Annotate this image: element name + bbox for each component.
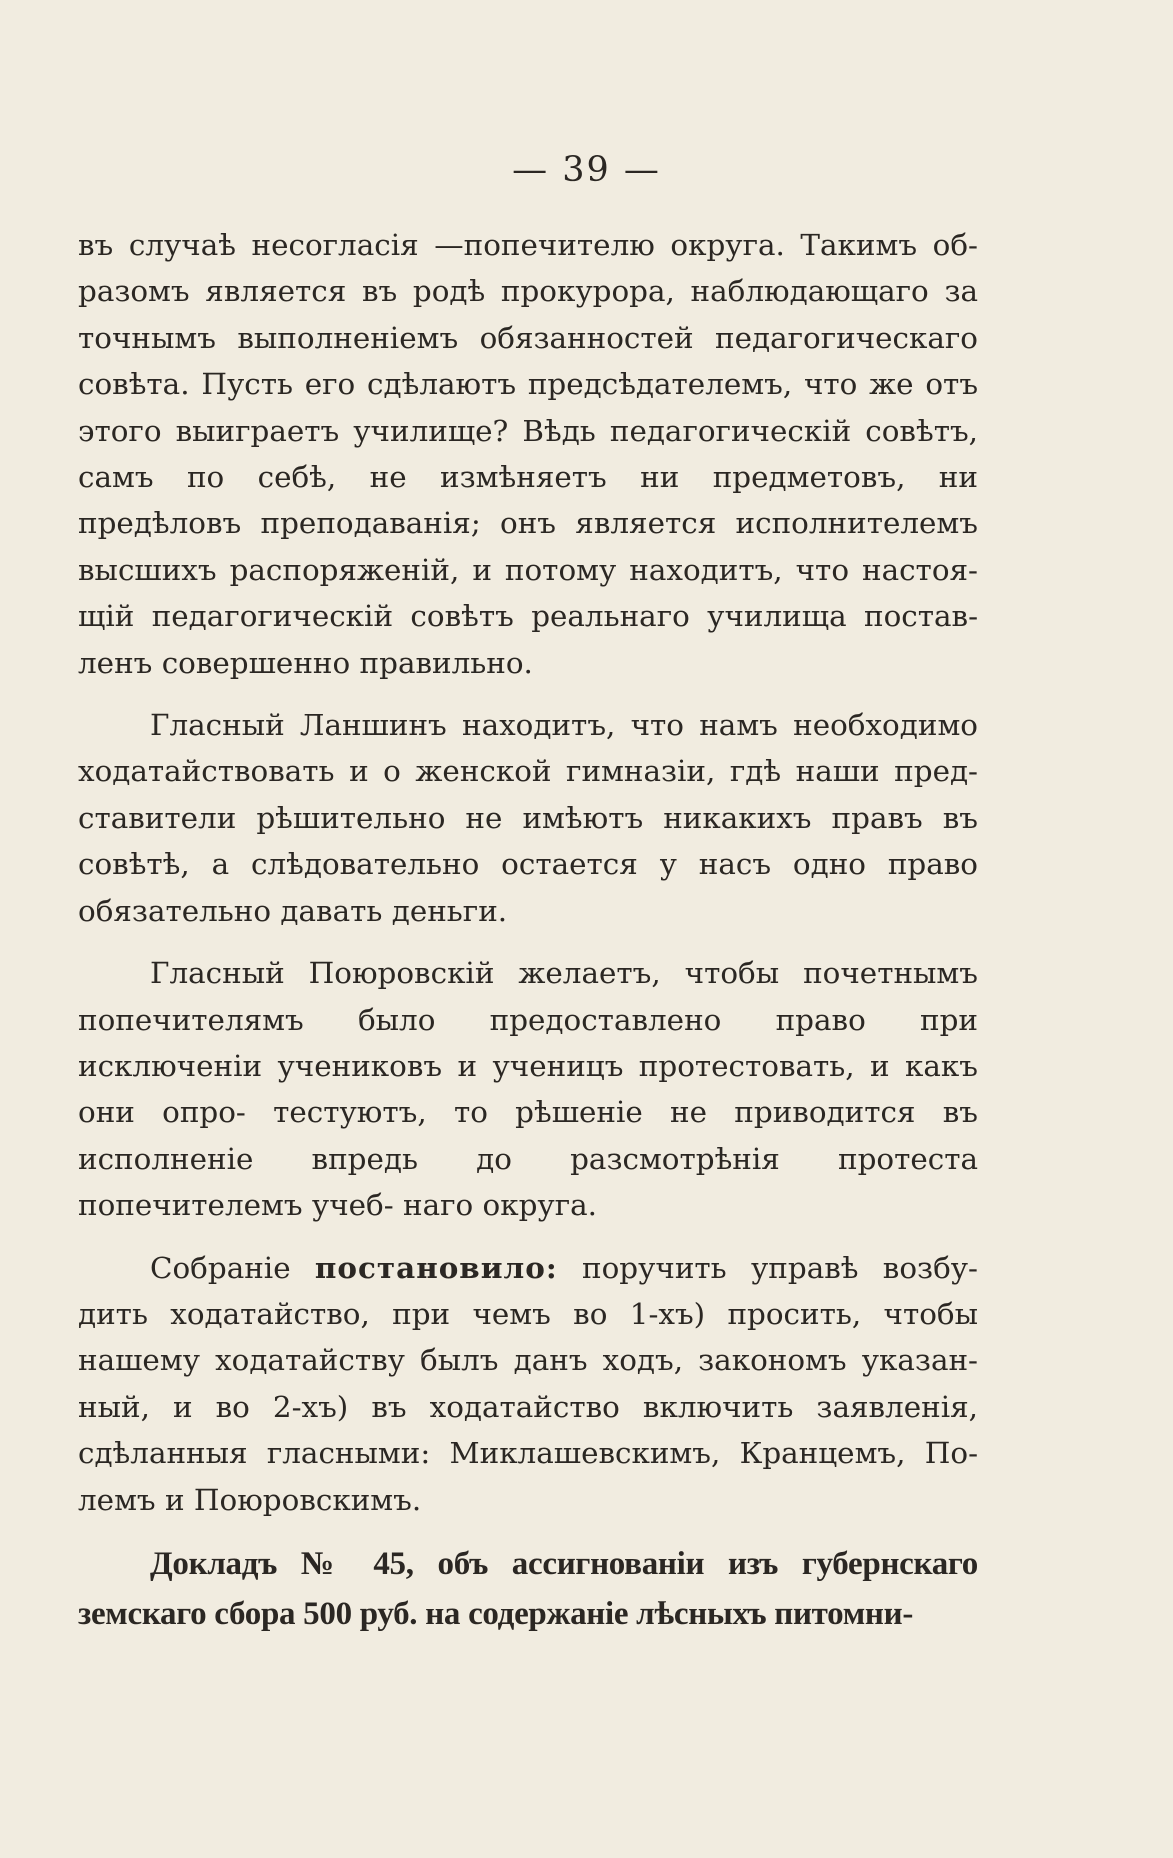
text-line: попечителямъ было предоставлено право при исключеніи [78,1002,978,1083]
text-line: наго округа. [403,1188,597,1223]
page-number: — 39 — [512,150,661,190]
text-line: ставители рѣшительно не имѣютъ никакихъ правъ въ [78,800,978,835]
text-line: въ случаѣ несогласія —попечителю округа. Такимъ об- [78,228,978,262]
text-line: сдѣланныя гласными: Миклашевскимъ, Кранцемъ, По- [78,1436,978,1471]
text-line: отъ этого выиграетъ училище? Вѣдь педагогическій [78,367,979,448]
text-line: ходатайствовать и о женской гимназіи, гдѣ наши пред- [78,754,978,789]
paragraph-3 [78,950,978,1228]
text-line: впредь до разсмотрѣнія протеста попечителемъ учеб- [78,1141,978,1223]
text-line: щій педагогическій совѣтъ реальнаго училища постав- [78,599,978,634]
text-line: ный, и во 2-хъ) въ ходатайство включить заявленія, [78,1389,978,1424]
paragraph-2 [78,702,978,934]
text-line: Докладъ № 45, объ ассигнованіи изъ губернскаго [150,1545,978,1582]
text-line: лемъ и Поюровскимъ. [78,1482,422,1517]
text-line: учениковъ и ученицъ протестовать, и какъ они опро- [78,1048,978,1130]
text-line: нашему ходатайству былъ данъ ходъ, закономъ указан- [78,1343,978,1378]
text-line: тестуютъ, то рѣшеніе не приводится въ исполненіе [78,1095,978,1176]
text-line: разомъ является въ родѣ прокурора, наблюдающаго за [78,274,978,309]
paragraph-4 [78,1245,978,1523]
text-line: Гласный Поюровскій желаетъ, чтобы почетнымъ [150,956,978,991]
text-line: совѣта. Пусть его сдѣлаютъ предсѣдателемъ, что же [78,367,914,402]
page-body [78,222,978,1639]
resolution-keyword: постановило: [314,1249,558,1285]
text-line: земскаго сбора 500 руб. на содержаніе лѣсныхъ питомни- [78,1595,914,1632]
text-line: дить ходатайство, при чемъ во 1-хъ) просить, чтобы [78,1296,978,1331]
text-line: Собраніе [150,1250,291,1285]
text-line: совѣтѣ, а слѣдовательно остается у насъ одно право [78,847,978,882]
text-line: совѣтъ, самъ по себѣ, не измѣняетъ ни предметовъ, ни [78,413,978,495]
report-heading [78,1539,978,1639]
text-line: обязательно давать деньги. [78,893,508,928]
paragraph-1 [78,222,978,686]
text-line: поручить управѣ возбу- [582,1250,978,1285]
text-line: высшихъ распоряженій, и потому находитъ, что настоя- [78,552,978,587]
text-line: Гласный Ланшинъ находитъ, что намъ необходимо [150,708,978,743]
text-line: предѣловъ преподаванія; онъ является исполнителемъ [78,506,978,541]
text-line: ленъ совершенно правильно. [78,645,533,680]
text-line: точнымъ выполненіемъ обязанностей педагогическаго [78,320,978,355]
